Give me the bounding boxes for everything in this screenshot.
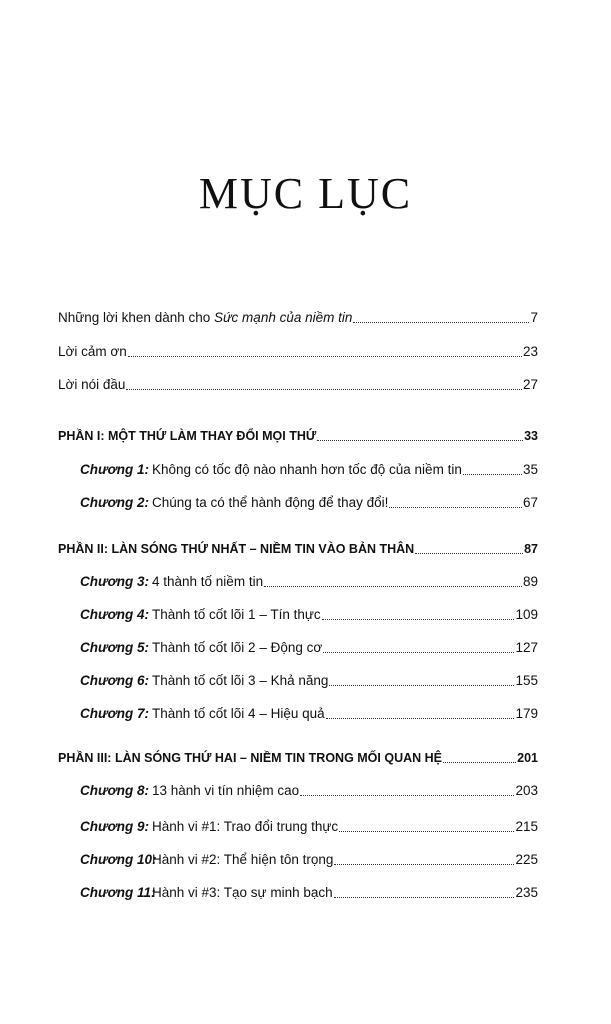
page-number: 67 (522, 495, 538, 510)
chapter-number: Chương 9: (80, 819, 149, 834)
dot-leader (264, 586, 522, 587)
toc-chapter-8[interactable] (58, 779, 538, 799)
dot-leader (334, 897, 515, 898)
page-number: 35 (522, 462, 538, 477)
page-number: 109 (515, 607, 538, 622)
page-number: 203 (515, 783, 538, 798)
page-number: 215 (515, 819, 538, 834)
chapter-title: Không có tốc độ nào nhanh hơn tốc độ của niềm tin (152, 462, 462, 477)
chapter-number: Chương 1: (80, 462, 149, 477)
chapter-title: Hành vi #2: Thể hiện tôn trọng (152, 852, 334, 867)
chapter-number: Chương 2: (80, 495, 149, 510)
page-number: 89 (522, 574, 538, 589)
entry-label: Lời nói đầu (58, 377, 126, 392)
dot-leader (353, 322, 529, 323)
chapter-title: Thành tố cốt lõi 4 – Hiệu quả (152, 706, 325, 721)
toc-entry-acknowledgements[interactable] (58, 340, 538, 360)
page-number: 7 (530, 310, 538, 325)
toc-chapter-1[interactable] (58, 458, 538, 478)
chapter-title: Thành tố cốt lõi 2 – Động cơ (152, 640, 323, 655)
toc-chapter-3[interactable] (58, 570, 538, 590)
dot-leader (463, 474, 522, 475)
chapter-title: Thành tố cốt lõi 3 – Khả năng (152, 673, 329, 688)
dot-leader (300, 795, 514, 796)
dot-leader (415, 553, 523, 554)
page-number: 201 (517, 751, 538, 765)
dot-leader (339, 831, 514, 832)
dot-leader (443, 762, 516, 763)
part-label: PHẦN I: MỘT THỨ LÀM THAY ĐỔI MỌI THỨ (58, 429, 317, 443)
chapter-number: Chương 5: (80, 640, 149, 655)
chapter-number: Chương 6: (80, 673, 149, 688)
chapter-title: 4 thành tố niềm tin (152, 574, 264, 589)
page-number: 127 (515, 640, 538, 655)
toc-chapter-11[interactable] (58, 881, 538, 901)
chapter-title: Thành tố cốt lõi 1 – Tín thực (152, 607, 321, 622)
chapter-title: 13 hành vi tín nhiệm cao (152, 783, 300, 798)
dot-leader (329, 685, 514, 686)
page-title: MỤC LỤC (198, 169, 413, 218)
dot-leader (128, 356, 522, 357)
page-number: 155 (515, 673, 538, 688)
page-number: 87 (524, 542, 538, 556)
chapter-number: Chương 4: (80, 607, 149, 622)
toc-part-1[interactable] (58, 424, 538, 444)
chapter-number: Chương 3: (80, 574, 149, 589)
toc-chapter-2[interactable] (58, 491, 538, 511)
toc-chapter-6[interactable] (58, 669, 538, 689)
page-number: 23 (522, 344, 538, 359)
toc-part-3[interactable] (58, 746, 538, 766)
toc-part-2[interactable] (58, 537, 538, 557)
toc-chapter-7[interactable] (58, 702, 538, 722)
page-number: 235 (515, 885, 538, 900)
chapter-title: Hành vi #1: Trao đổi trung thực (152, 819, 339, 834)
toc-chapter-10[interactable] (58, 848, 538, 868)
page-number: 179 (515, 706, 538, 721)
chapter-number: Chương 10: (80, 852, 157, 867)
page-number: 33 (524, 429, 538, 443)
part-label: PHẦN II: LÀN SÓNG THỨ NHẤT – NIỀM TIN VÀO BẢN THÂN (58, 542, 415, 556)
page-number: 27 (522, 377, 538, 392)
dot-leader (323, 652, 514, 653)
entry-label: Lời cảm ơn (58, 344, 127, 359)
dot-leader (389, 507, 522, 508)
toc-chapter-9[interactable] (58, 815, 538, 835)
chapter-title: Chúng ta có thể hành động để thay đổi! (152, 495, 389, 510)
page-number: 225 (515, 852, 538, 867)
toc-chapter-4[interactable] (58, 603, 538, 623)
chapter-number: Chương 8: (80, 783, 149, 798)
chapter-number: Chương 11: (80, 885, 156, 900)
entry-label-italic: Sức mạnh của niềm tin (214, 310, 353, 325)
dot-leader (322, 619, 515, 620)
toc-entry-preface[interactable] (58, 373, 538, 393)
entry-label: Những lời khen dành cho (58, 310, 214, 325)
chapter-number: Chương 7: (80, 706, 149, 721)
toc-entry-praise[interactable] (58, 306, 538, 326)
dot-leader (126, 389, 522, 390)
dot-leader (326, 718, 515, 719)
part-label: PHẦN III: LÀN SÓNG THỨ HAI – NIỀM TIN TRONG MỐI QUAN HỆ (58, 751, 442, 765)
dot-leader (317, 440, 523, 441)
dot-leader (334, 864, 514, 865)
toc-chapter-5[interactable] (58, 636, 538, 656)
chapter-title: Hành vi #3: Tạo sự minh bạch (152, 885, 333, 900)
